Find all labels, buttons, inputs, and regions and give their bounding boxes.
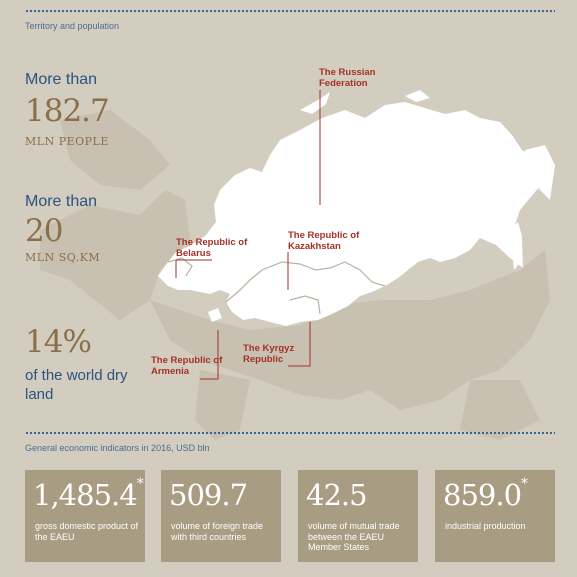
background-landmass xyxy=(195,370,250,440)
area-value: 20 xyxy=(25,213,63,249)
kazakhstan-label: The Republic of Kazakhstan xyxy=(288,230,360,252)
population-value: 182.7 xyxy=(25,93,109,129)
kyrgyz-label: The Kyrgyz Republic xyxy=(243,343,295,365)
industrial-production-description: industrial production xyxy=(445,521,526,531)
mutual-trade-value-wrap xyxy=(306,478,367,512)
population-lead: More than xyxy=(25,71,98,88)
foreign-trade-card xyxy=(161,470,281,562)
arctic-island xyxy=(405,90,430,102)
foreign-trade-description: volume of foreign trade with third countries xyxy=(171,521,264,542)
area-lead: More than xyxy=(25,193,98,210)
arctic-island xyxy=(300,92,330,114)
middle-dotted-rule xyxy=(25,431,555,435)
territory-section-title: Territory and population xyxy=(25,21,120,31)
industrial-production-footnote-star: * xyxy=(521,476,528,492)
mutual-trade-description: volume of mutual trade between the EAEU Member States xyxy=(308,521,400,552)
area-unit: MLN SQ.KM xyxy=(25,251,101,264)
industrial-production-value: 859.0 xyxy=(443,478,522,512)
gdp-value: 1,485.4 xyxy=(33,478,137,512)
foreign-trade-value: 509.7 xyxy=(169,478,248,512)
foreign-trade-value-wrap xyxy=(169,478,247,512)
belarus-label: The Republic of Belarus xyxy=(176,237,248,259)
land-share-value: 14% xyxy=(25,324,91,360)
gdp-card xyxy=(25,470,145,562)
population-unit: MLN PEOPLE xyxy=(25,135,109,148)
economics-section-title: General economic indicators in 2016, USD bln xyxy=(25,443,210,453)
mutual-trade-card xyxy=(298,470,418,562)
gdp-value-wrap xyxy=(33,478,143,512)
gdp-description: gross domestic product of the EAEU xyxy=(35,521,139,542)
land-share-description: of the world dry land xyxy=(25,367,128,403)
industrial-production-value-wrap xyxy=(443,478,527,512)
gdp-footnote-star: * xyxy=(136,476,143,492)
armenia-label: The Republic of Armenia xyxy=(151,355,223,377)
armenia-region xyxy=(208,308,222,322)
russia-label: The Russian Federation xyxy=(319,67,376,89)
industrial-production-card xyxy=(435,470,555,562)
mutual-trade-value: 42.5 xyxy=(306,478,367,512)
